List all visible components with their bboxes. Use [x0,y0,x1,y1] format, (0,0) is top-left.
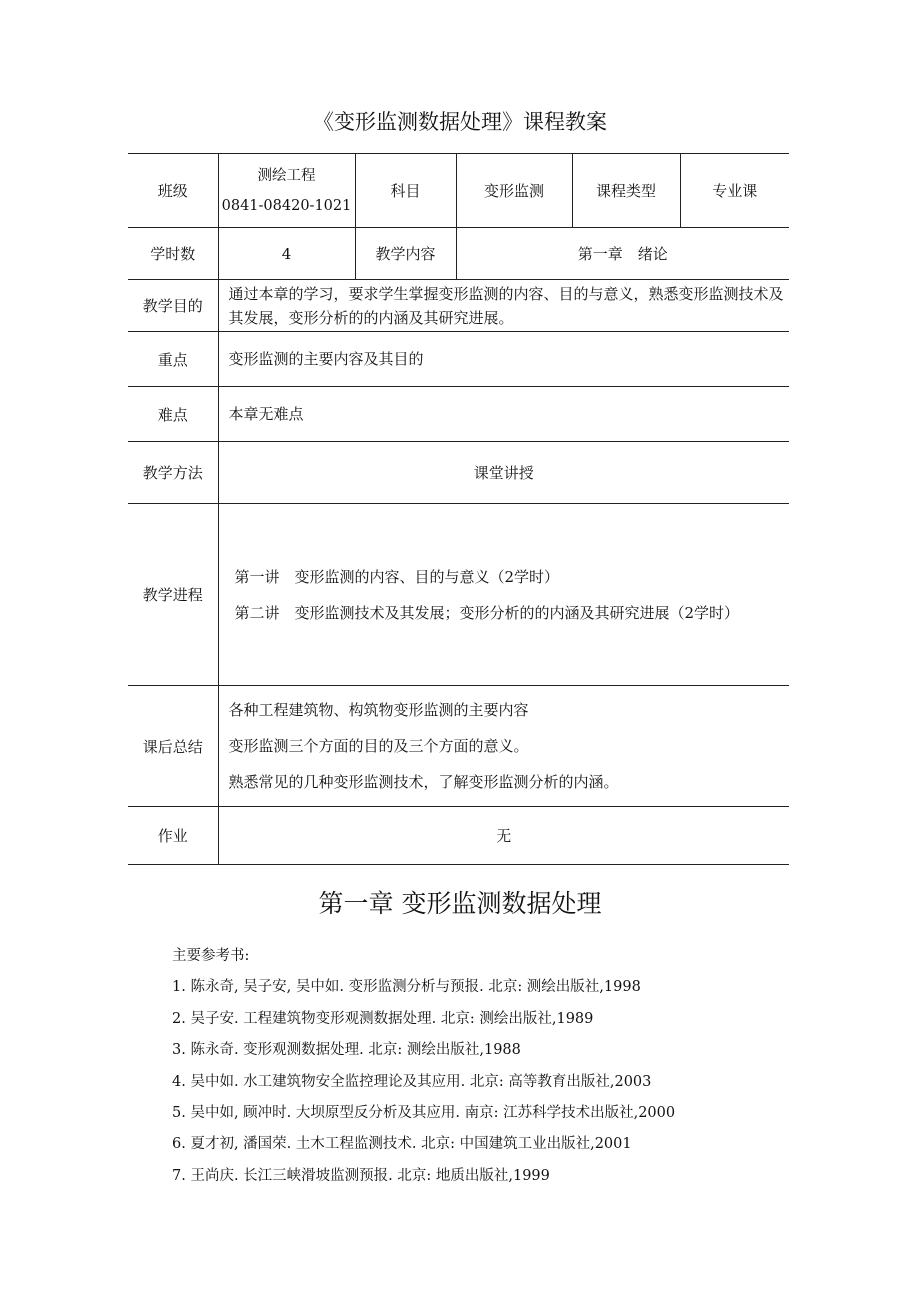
hours-value: 4 [218,228,355,280]
lesson-plan-table [128,153,789,865]
progress-item: 第二讲 变形监测技术及其发展；变形分析的的内涵及其研究进展（2学时） [234,603,740,622]
method-value: 课堂讲授 [218,442,789,504]
homework-label: 作业 [128,807,218,865]
reference-item: 1. 陈永奇, 吴子安, 吴中如. 变形监测分析与预报. 北京: 测绘出版社,1998 [172,979,641,996]
reference-item: 2. 吴子安. 工程建筑物变形观测数据处理. 北京: 测绘出版社,1989 [172,1010,594,1027]
table-row [128,154,789,228]
reference-item: 4. 吴中如. 水工建筑物安全监控理论及其应用. 北京: 高等教育出版社,2003 [172,1073,652,1090]
summary-item: 熟悉常见的几种变形监测技术，了解变形监测分析的内涵。 [228,773,619,791]
reference-item: 7. 王尚庆. 长江三峡滑坡监测预报. 北京: 地质出版社,1999 [172,1167,550,1184]
course-type-value: 专业课 [680,154,789,228]
goal-value: 通过本章的学习，要求学生掌握变形监测的内容、目的与意义，熟悉变形监测技术及其发展，变形分析的的内涵及其研究进展。 [218,280,789,332]
table-row [128,442,789,504]
table-row [128,280,789,332]
table-row [128,387,789,442]
summary-item: 各种工程建筑物、构筑物变形监测的主要内容 [228,701,529,719]
chapter-title: 第一章 变形监测数据处理 [318,889,602,918]
table-row [128,228,789,280]
class-value-code: 0841-08420-1021 [221,197,352,214]
references [172,943,675,1194]
goal-label: 教学目的 [128,280,218,332]
reference-item: 3. 陈永奇. 变形观测数据处理. 北京: 测绘出版社,1988 [172,1042,521,1059]
class-label: 班级 [128,154,218,228]
method-label: 教学方法 [128,442,218,504]
reference-item: 5. 吴中如, 顾冲时. 大坝原型反分析及其应用. 南京: 江苏科学技术出版社,2000 [172,1104,676,1121]
key-value: 变形监测的主要内容及其目的 [218,332,789,387]
summary-list [218,686,789,807]
progress-list [218,504,789,686]
difficulty-value: 本章无难点 [218,387,789,442]
class-value [218,154,355,228]
summary-label: 课后总结 [128,686,218,807]
table-row [128,686,789,807]
hours-label: 学时数 [128,228,218,280]
subject-label: 科目 [355,154,456,228]
table-row [128,332,789,387]
document-title: 《变形监测数据处理》课程教案 [313,110,607,134]
reference-item: 6. 夏才初, 潘国荣. 土木工程监测技术. 北京: 中国建筑工业出版社,2001 [172,1136,632,1153]
progress-item: 第一讲 变形监测的内容、目的与意义（2学时） [234,567,560,586]
table-row [128,807,789,865]
difficulty-label: 难点 [128,387,218,442]
content-label: 教学内容 [355,228,456,280]
content-value: 第一章 绪论 [456,228,789,280]
progress-label: 教学进程 [128,504,218,686]
table-row [128,504,789,686]
summary-item: 变形监测三个方面的目的及三个方面的意义。 [228,737,529,755]
class-value-major: 测绘工程 [257,167,316,184]
course-type-label: 课程类型 [572,154,680,228]
references-heading: 主要参考书: [172,948,250,964]
key-label: 重点 [128,332,218,387]
homework-value: 无 [218,807,789,865]
subject-value: 变形监测 [456,154,572,228]
